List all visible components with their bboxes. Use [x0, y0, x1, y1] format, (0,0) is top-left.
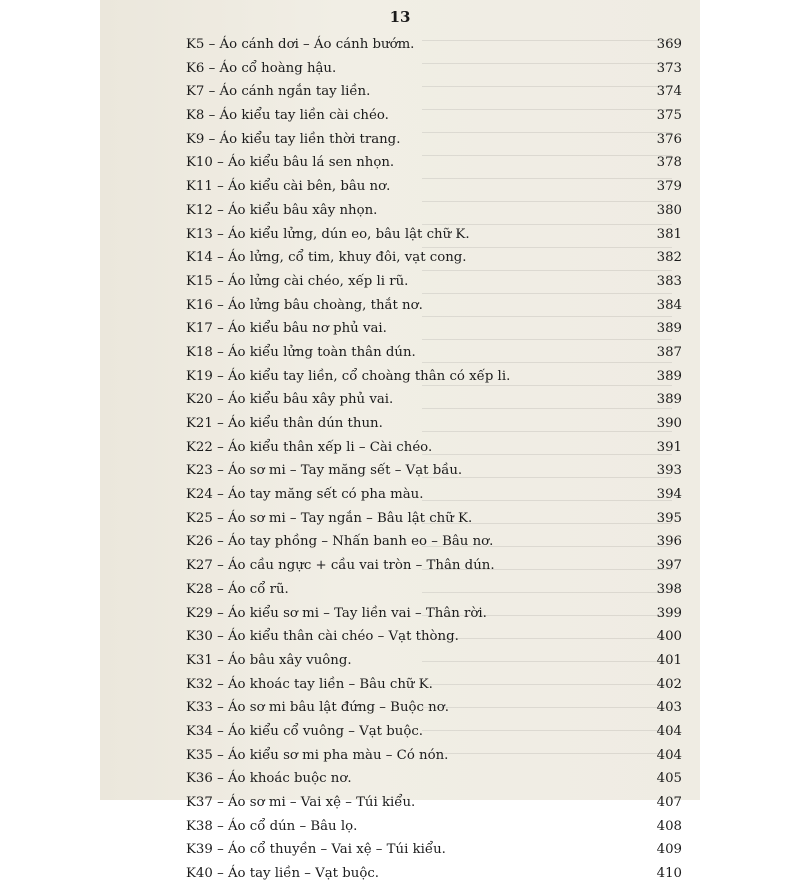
toc-entry-page: 381: [656, 226, 682, 242]
toc-entry-title: K28 – Áo cổ rũ.: [186, 581, 289, 597]
toc-entry-title: K24 – Áo tay măng sết có pha màu.: [186, 487, 424, 503]
toc-entry: [186, 366, 682, 390]
toc-entry-title: K26 – Áo tay phồng – Nhấn banh eo – Bâu nơ.: [186, 534, 494, 550]
toc-entry: [186, 152, 682, 176]
toc-entry-title: K8 – Áo kiểu tay liền cài chéo.: [186, 108, 389, 124]
toc-entry: [186, 129, 682, 153]
toc-entry-title: K38 – Áo cổ dún – Bâu lọ.: [186, 818, 358, 834]
toc-entry: [186, 555, 682, 579]
toc-entry: [186, 200, 682, 224]
toc-entry-title: K11 – Áo kiểu cài bên, bâu nơ.: [186, 179, 391, 195]
toc-entry-title: K33 – Áo sơ mi bâu lật đứng – Buộc nơ.: [186, 700, 449, 716]
toc-entry: [186, 839, 682, 863]
toc-entry-title: K6 – Áo cổ hoàng hậu.: [186, 60, 337, 76]
toc-entry-page: 399: [656, 605, 682, 621]
toc-entry-title: K16 – Áo lửng bâu choàng, thắt nơ.: [186, 297, 423, 313]
toc-entry-title: K20 – Áo kiểu bâu xây phủ vai.: [186, 392, 394, 408]
toc-entry: [186, 650, 682, 674]
toc-entry: [186, 626, 682, 650]
toc-entry-page: 380: [656, 202, 682, 218]
toc-entry-page: 394: [656, 487, 682, 503]
toc-entry-title: K34 – Áo kiểu cổ vuông – Vạt buộc.: [186, 723, 423, 739]
toc-entry: [186, 484, 682, 508]
toc-entry: [186, 508, 682, 532]
toc-entry: [186, 176, 682, 200]
toc-entry: [186, 863, 682, 887]
toc-entry: [186, 697, 682, 721]
toc-entry-title: K19 – Áo kiểu tay liền, cổ choàng thân có xếp li.: [186, 368, 511, 384]
toc-entry: [186, 745, 682, 769]
toc-entry-page: 376: [656, 131, 682, 147]
toc-entry: [186, 437, 682, 461]
toc-entry-page: 379: [656, 179, 682, 195]
toc-entry-page: 395: [656, 510, 682, 526]
toc-entry: [186, 81, 682, 105]
toc-entry-page: 389: [656, 392, 682, 408]
toc-entry: [186, 603, 682, 627]
toc-entry-page: 389: [656, 321, 682, 337]
toc-entry-title: K39 – Áo cổ thuyền – Vai xệ – Túi kiểu.: [186, 842, 446, 858]
toc-entry: [186, 792, 682, 816]
page-number: 13: [389, 8, 411, 26]
toc-entry-title: K25 – Áo sơ mi – Tay ngắn – Bâu lật chữ K.: [186, 510, 473, 526]
toc-entry-title: K14 – Áo lửng, cổ tim, khuy đôi, vạt cong.: [186, 250, 467, 266]
toc-entry-page: 373: [656, 60, 682, 76]
toc-entry-page: 378: [656, 155, 682, 171]
toc-entry-title: K18 – Áo kiểu lửng toàn thân dún.: [186, 344, 416, 360]
toc-entry-page: 400: [656, 629, 682, 645]
toc-entry-title: K10 – Áo kiểu bâu lá sen nhọn.: [186, 155, 395, 171]
toc-entry-page: 387: [656, 344, 682, 360]
toc-entry: [186, 721, 682, 745]
toc-entry-title: K22 – Áo kiểu thân xếp li – Cài chéo.: [186, 439, 433, 455]
toc-entry: [186, 768, 682, 792]
toc-entry: [186, 342, 682, 366]
toc-entry-page: 375: [656, 108, 682, 124]
toc-entry-title: K31 – Áo bâu xây vuông.: [186, 652, 352, 668]
toc-entry-title: K7 – Áo cánh ngắn tay liền.: [186, 84, 371, 100]
toc-entry-title: K15 – Áo lửng cài chéo, xếp li rũ.: [186, 273, 409, 289]
toc-entry-title: K36 – Áo khoác buộc nơ.: [186, 771, 352, 787]
toc-entry: [186, 271, 682, 295]
toc-entry: [186, 674, 682, 698]
toc-entry-page: 403: [656, 700, 682, 716]
toc-entry-page: 405: [656, 771, 682, 787]
toc-entry-page: 391: [656, 439, 682, 455]
toc-entry: [186, 247, 682, 271]
toc-entry-title: K5 – Áo cánh dơi – Áo cánh bướm.: [186, 37, 415, 52]
toc-entry-title: K17 – Áo kiểu bâu nơ phủ vai.: [186, 321, 387, 337]
toc-entry-page: 410: [656, 866, 682, 882]
book-page: [100, 0, 700, 882]
toc-entry: [186, 413, 682, 437]
toc-entry-page: 408: [656, 818, 682, 834]
toc-entry-page: 389: [656, 368, 682, 384]
toc-entry-page: 396: [656, 534, 682, 550]
toc-entry-page: 382: [656, 250, 682, 266]
toc-entry: [186, 531, 682, 555]
toc-entry-page: 402: [656, 676, 682, 692]
toc-entry-title: K23 – Áo sơ mi – Tay măng sết – Vạt bầu.: [186, 463, 463, 479]
toc-entry-title: K27 – Áo cầu ngực + cầu vai tròn – Thân dún.: [186, 558, 495, 574]
toc-entry-page: 369: [656, 37, 682, 52]
toc-entry-page: 383: [656, 273, 682, 289]
toc-entry-page: 390: [656, 416, 682, 431]
toc-entry-title: K37 – Áo sơ mi – Vai xệ – Túi kiểu.: [186, 795, 416, 810]
toc-entry-page: 393: [656, 463, 682, 479]
toc-entry-title: K9 – Áo kiểu tay liền thời trang.: [186, 131, 401, 147]
toc-entry-page: 397: [656, 558, 682, 574]
toc-entry-page: 409: [656, 842, 682, 858]
toc-entry: [186, 295, 682, 319]
toc-entry-title: K35 – Áo kiểu sơ mi pha màu – Có nón.: [186, 747, 449, 763]
toc-entry-page: 401: [656, 652, 682, 668]
toc-entry-page: 398: [656, 581, 682, 597]
toc-entry: [186, 34, 682, 58]
toc-entry: [186, 318, 682, 342]
toc-entry-title: K29 – Áo kiểu sơ mi – Tay liền vai – Thân rời.: [186, 605, 487, 621]
toc-entry-page: 404: [656, 723, 682, 739]
toc-entry-title: K12 – Áo kiểu bâu xây nhọn.: [186, 202, 378, 218]
toc-entry-page: 404: [656, 747, 682, 763]
toc-entry-page: 407: [656, 795, 682, 810]
toc-entry: [186, 389, 682, 413]
toc-entry-title: K21 – Áo kiểu thân dún thun.: [186, 416, 383, 431]
toc-entry-title: K40 – Áo tay liền – Vạt buộc.: [186, 866, 380, 882]
toc-entry: [186, 460, 682, 484]
toc-entry-title: K32 – Áo khoác tay liền – Bâu chữ K.: [186, 676, 433, 692]
toc-entry: [186, 105, 682, 129]
table-of-contents: [186, 34, 682, 887]
toc-entry: [186, 58, 682, 82]
toc-entry: [186, 224, 682, 248]
toc-entry-title: K30 – Áo kiểu thân cài chéo – Vạt thòng.: [186, 629, 459, 645]
toc-entry: [186, 579, 682, 603]
toc-entry-page: 384: [656, 297, 682, 313]
toc-entry-title: K13 – Áo kiểu lửng, dún eo, bâu lật chữ K.: [186, 226, 470, 242]
toc-entry: [186, 816, 682, 840]
toc-entry-page: 374: [656, 84, 682, 100]
